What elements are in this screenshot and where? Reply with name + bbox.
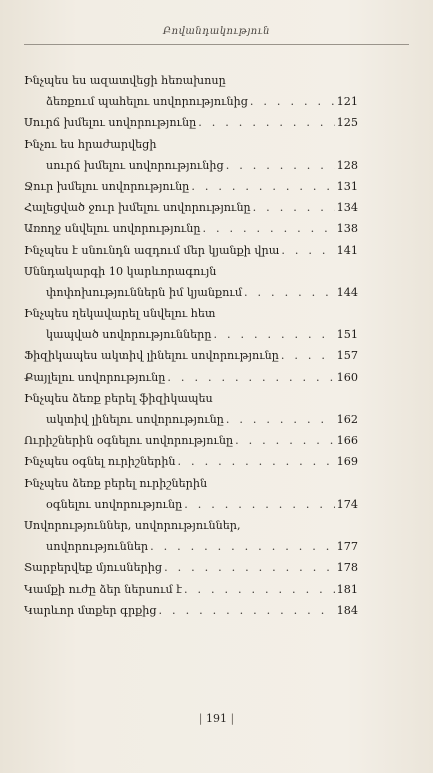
- toc-entry-page: 178: [336, 561, 358, 575]
- toc-leader-dots: [203, 218, 335, 239]
- toc-entry: [24, 579, 358, 600]
- toc-entry-title: փոփոխություններն իմ կյանքում: [46, 285, 243, 299]
- toc-leader-dots: [235, 430, 335, 451]
- toc-entry-page: 160: [336, 370, 358, 384]
- header-rule: [24, 44, 409, 45]
- toc-entry: [24, 197, 358, 218]
- toc-entry-page: 169: [336, 455, 358, 469]
- toc-entry: [24, 134, 358, 155]
- toc-entry: [24, 473, 358, 494]
- toc-entry-page: 151: [336, 328, 358, 342]
- toc-entry-title: Սննդակարգի 10 կարևորագույն: [24, 264, 217, 278]
- toc-entry: [24, 515, 358, 536]
- toc-leader-dots: [213, 324, 334, 345]
- toc-entry-page: 184: [336, 603, 358, 617]
- toc-entry: [24, 261, 358, 282]
- toc-entry-page: 144: [336, 285, 358, 299]
- toc-leader-dots: [167, 367, 334, 388]
- toc-entry: [24, 367, 358, 388]
- toc-entry-title: ակտիվ լինելու սովորությունը: [46, 413, 224, 426]
- toc-entry-page: 121: [336, 95, 358, 109]
- toc-entry-title: Առողջ սնվելու սովորությունը: [24, 222, 201, 236]
- toc-entry: [24, 451, 358, 472]
- toc-entry: [24, 91, 358, 112]
- toc-leader-dots: [253, 197, 335, 218]
- toc-leader-dots: [184, 494, 334, 515]
- toc-entry-page: 134: [336, 201, 358, 215]
- toc-entry: [24, 70, 358, 91]
- toc-entry-page: 174: [336, 497, 358, 511]
- toc-entry-title: Հալեցված ջուր խմելու սովորությունը: [24, 201, 251, 215]
- folio-bar-left: |: [198, 712, 203, 725]
- toc-entry: [24, 409, 358, 430]
- toc-leader-dots: [178, 451, 335, 472]
- toc-entry-page: 162: [336, 413, 358, 426]
- toc-entry-title: Սուրճ խմելու սովորությունը: [24, 116, 197, 130]
- toc-entry-title: ձեռքում պահելու սովորությունից: [46, 95, 248, 109]
- folio-bar-right: |: [230, 712, 235, 725]
- toc-entry: [24, 240, 358, 261]
- toc-leader-dots: [226, 155, 335, 176]
- toc-entry-title: Ֆիզիկապես ակտիվ լինելու սովորությունը: [24, 349, 279, 363]
- toc-entry-title: օգնելու սովորությունը: [46, 497, 183, 511]
- toc-entry: [24, 218, 358, 239]
- toc-entry: [24, 282, 358, 303]
- toc-entry-page: 138: [336, 222, 358, 236]
- toc-leader-dots: [159, 600, 335, 621]
- toc-entry: [24, 324, 358, 345]
- toc-entry-page: 157: [336, 349, 358, 363]
- toc-entry-title: Սովորություններ, սովորություններ,: [24, 518, 241, 532]
- page-number: [0, 712, 433, 725]
- toc-entry-title: Կամքի ուժը ձեր ներսում է: [24, 582, 182, 596]
- toc-entry-title: Ինչպես ղեկավարել սնվելու հետ: [24, 307, 216, 321]
- toc-entry-page: 128: [336, 158, 358, 172]
- toc-leader-dots: [191, 176, 334, 197]
- running-head: Բովանդակություն: [163, 26, 270, 37]
- toc-leader-dots: [226, 409, 335, 430]
- toc-leader-dots: [198, 112, 334, 133]
- toc-entry-title: Կարևոր մտքեր գրքից: [24, 603, 157, 617]
- toc-leader-dots: [164, 557, 335, 578]
- toc-entry-title: Ինչու ես հրաժարվեցի: [24, 137, 157, 151]
- folio-number: 191: [206, 712, 227, 725]
- toc-entry-title: Քայլելու սովորությունը: [24, 370, 166, 384]
- toc-entry: [24, 112, 358, 133]
- toc-entry: [24, 176, 358, 197]
- toc-entry-title: Ինչպես օգնել ուրիշներին: [24, 455, 176, 469]
- toc-entry: [24, 557, 358, 578]
- toc-entry-title: Ջուր խմելու սովորությունը: [24, 179, 190, 193]
- toc-entry-page: 181: [336, 582, 358, 596]
- toc-entry-title: Ինչպես ես ազատվեցի հեռախոսը: [24, 74, 226, 87]
- toc-leader-dots: [150, 536, 335, 557]
- toc-entry-page: 177: [336, 540, 358, 554]
- toc-entry-page: 125: [336, 116, 358, 130]
- toc-entry-title: սովորություններ: [46, 540, 149, 554]
- toc-entry-title: կապված սովորությունները: [46, 328, 212, 342]
- toc-leader-dots: [250, 91, 335, 112]
- toc-leader-dots: [244, 282, 335, 303]
- toc-entry: [24, 536, 358, 557]
- toc-entry-title: սուրճ խմելու սովորությունից: [46, 158, 224, 172]
- toc-entry-title: Ինչպես ձեռք բերել ֆիզիկապես: [24, 391, 213, 405]
- toc-entry-title: Տարբերվեք մյուսներից: [24, 561, 163, 575]
- toc-entry: [24, 600, 358, 621]
- toc-entry-page: 166: [336, 434, 358, 448]
- toc-entry-page: 141: [336, 243, 358, 257]
- toc-leader-dots: [281, 345, 335, 366]
- toc-entry: [24, 494, 358, 515]
- toc-entry: [24, 303, 358, 324]
- toc-entry-title: Ուրիշներին օգնելու սովորությունը: [24, 434, 234, 448]
- table-of-contents: [24, 70, 358, 621]
- toc-entry-page: 131: [336, 179, 358, 193]
- toc-entry-title: Ինչպես ձեռք բերել ուրիշներին: [24, 476, 208, 490]
- toc-entry: [24, 388, 358, 409]
- toc-leader-dots: [184, 579, 335, 600]
- toc-entry: [24, 155, 358, 176]
- toc-leader-dots: [281, 240, 334, 261]
- toc-entry: [24, 430, 358, 451]
- toc-entry-title: Ինչպես է սնունդն ազդում մեր կյանքի վրա: [24, 243, 280, 257]
- toc-entry: [24, 345, 358, 366]
